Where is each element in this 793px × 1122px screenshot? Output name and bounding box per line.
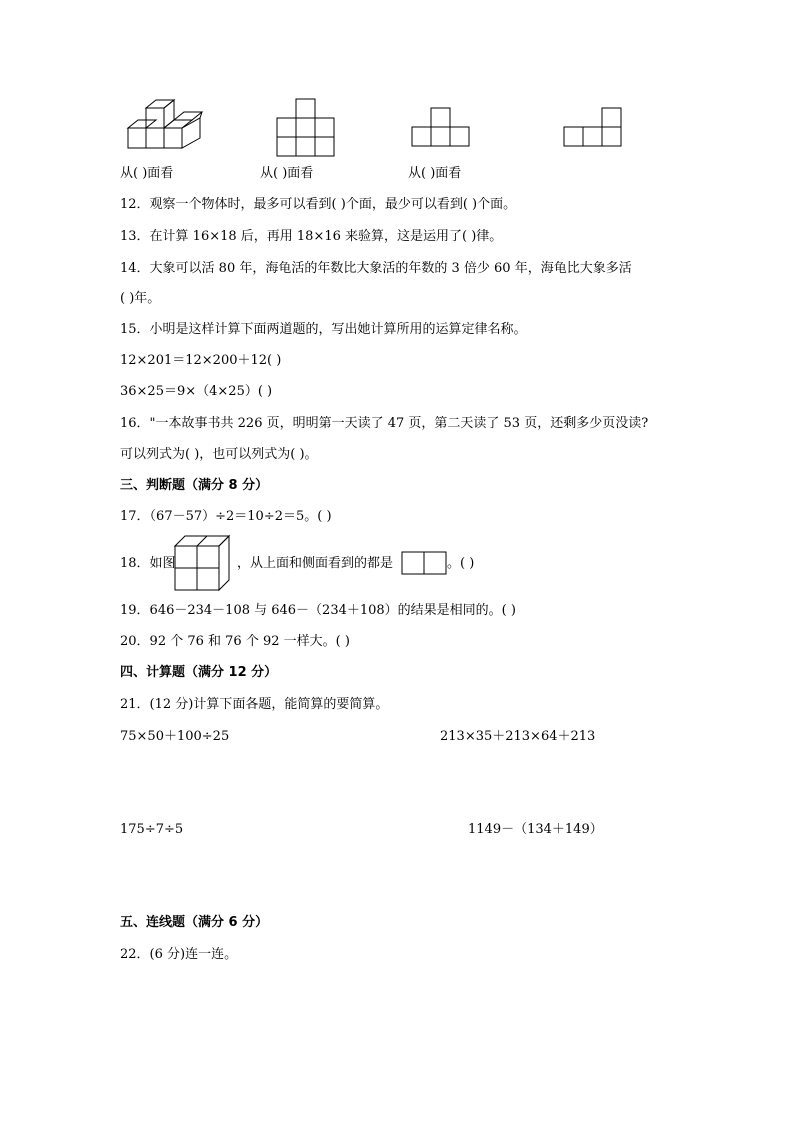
question-16-line-1: 16．"一本故事书共 226 页，明明第一天读了 47 页，第二天读了 53 页，还剩多少页没读?: [120, 416, 649, 431]
question-19: 19．646－234－108 与 646－（234＋108）的结果是相同的。( ): [120, 603, 516, 618]
question-14-line-1: 14．大象可以活 80 年，海龟活的年数比大象活的年数的 3 倍少 60 年，海龟比大象多活: [120, 261, 632, 276]
side-view-figure: [562, 108, 624, 150]
question-18-suffix: 。( ): [447, 556, 475, 571]
question-13: 13．在计算 16×18 后，再用 18×16 来验算，这是运用了( )律。: [120, 229, 503, 244]
view-label-2: 从( )面看: [260, 166, 314, 181]
question-15-a: 12×201＝12×200＋12( ): [120, 353, 282, 368]
calc-expression-4: 1149－（134＋149）: [468, 822, 603, 837]
cube-2x2-figure: [175, 536, 237, 592]
calc-expression-3: 175÷7÷5: [120, 822, 184, 837]
question-22: 22．(6 分)连一连。: [120, 947, 238, 962]
question-15: 15．小明是这样计算下面两道题的，写出她计算所用的运算定律名称。: [120, 322, 527, 337]
cube-stack-figure: [128, 104, 204, 150]
calc-expression-1: 75×50＋100÷25: [120, 729, 230, 744]
question-18-prefix: 18．如图: [120, 556, 176, 571]
view-label-3: 从( )面看: [408, 166, 462, 181]
question-20: 20．92 个 76 和 76 个 92 一样大。( ): [120, 634, 350, 649]
question-14-line-2: ( )年。: [120, 291, 161, 306]
front-view-figure: [277, 99, 337, 159]
top-view-figure: [411, 108, 473, 150]
section-4-heading: 四、计算题（满分 12 分）: [120, 665, 278, 680]
section-5-heading: 五、连线题（满分 6 分）: [120, 915, 269, 930]
question-15-b: 36×25＝9×（4×25）( ): [120, 384, 273, 399]
question-18-middle: ，从上面和侧面看到的都是: [237, 556, 394, 571]
question-16-line-2: 可以列式为( )，也可以列式为( )。: [120, 447, 318, 462]
question-21: 21．(12 分)计算下面各题，能简算的要简算。: [120, 697, 389, 712]
two-squares-figure: [402, 552, 448, 576]
section-3-heading: 三、判断题（满分 8 分）: [120, 478, 269, 493]
question-12: 12．观察一个物体时，最多可以看到( )个面，最少可以看到( )个面。: [120, 197, 517, 212]
view-label-1: 从( )面看: [120, 166, 174, 181]
calc-expression-2: 213×35＋213×64＋213: [440, 729, 596, 744]
question-17: 17．（67－57）÷2＝10÷2＝5。( ): [120, 509, 332, 524]
